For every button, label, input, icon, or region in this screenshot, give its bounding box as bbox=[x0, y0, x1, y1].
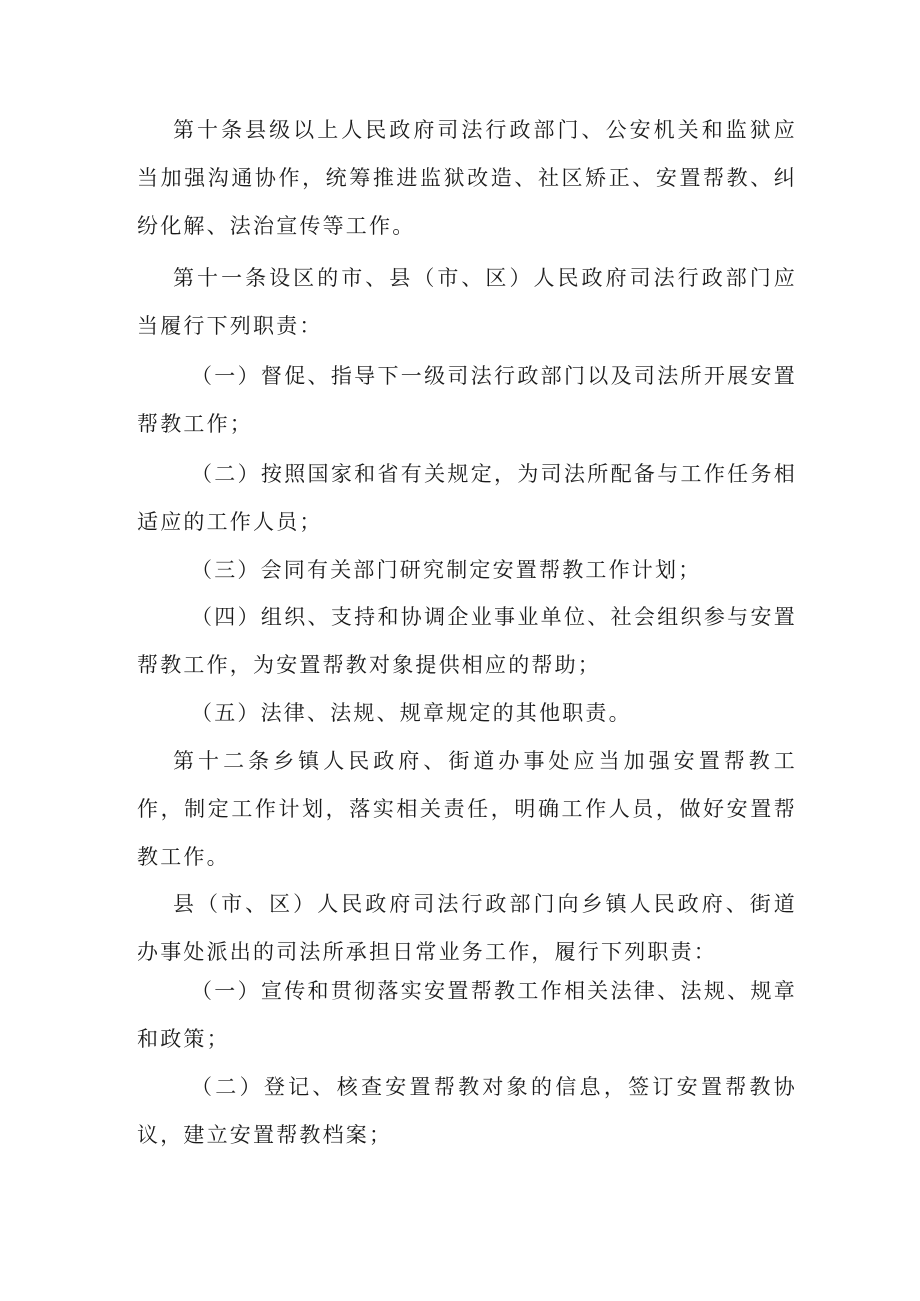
article-11-item-1: （一）督促、指导下一级司法行政部门以及司法所开展安置帮教工作； bbox=[137, 364, 797, 436]
article-11-item-2: （二）按照国家和省有关规定，为司法所配备与工作任务相适应的工作人员； bbox=[137, 462, 797, 534]
article-11-item-4: （四）组织、支持和协调企业事业单位、社会组织参与安置帮教工作，为安置帮教对象提供相应的帮助； bbox=[137, 605, 797, 677]
article-12-item-2: （二）登记、核查安置帮教对象的信息，签订安置帮教协议，建立安置帮教档案； bbox=[137, 1075, 797, 1147]
article-11-item-5: （五）法律、法规、规章规定的其他职责。 bbox=[191, 701, 632, 725]
article-11-item-3: （三）会同有关部门研究制定安置帮教工作计划； bbox=[191, 558, 702, 582]
article-12-item-1: （一）宣传和贯彻落实安置帮教工作相关法律、法规、规章和政策； bbox=[137, 979, 797, 1051]
article-12-subparagraph: 县（市、区）人民政府司法行政部门向乡镇人民政府、街道办事处派出的司法所承担日常业务工作，履行下列职责： bbox=[137, 892, 797, 964]
article-12-paragraph: 第十二条乡镇人民政府、街道办事处应当加强安置帮教工作，制定工作计划，落实相关责任，明确工作人员，做好安置帮教工作。 bbox=[137, 749, 797, 869]
article-10-paragraph: 第十条县级以上人民政府司法行政部门、公安机关和监狱应当加强沟通协作，统筹推进监狱改造、社区矫正、安置帮教、纠纷化解、法治宣传等工作。 bbox=[137, 118, 797, 238]
article-11-paragraph: 第十一条设区的市、县（市、区）人民政府司法行政部门应当履行下列职责： bbox=[137, 266, 797, 338]
